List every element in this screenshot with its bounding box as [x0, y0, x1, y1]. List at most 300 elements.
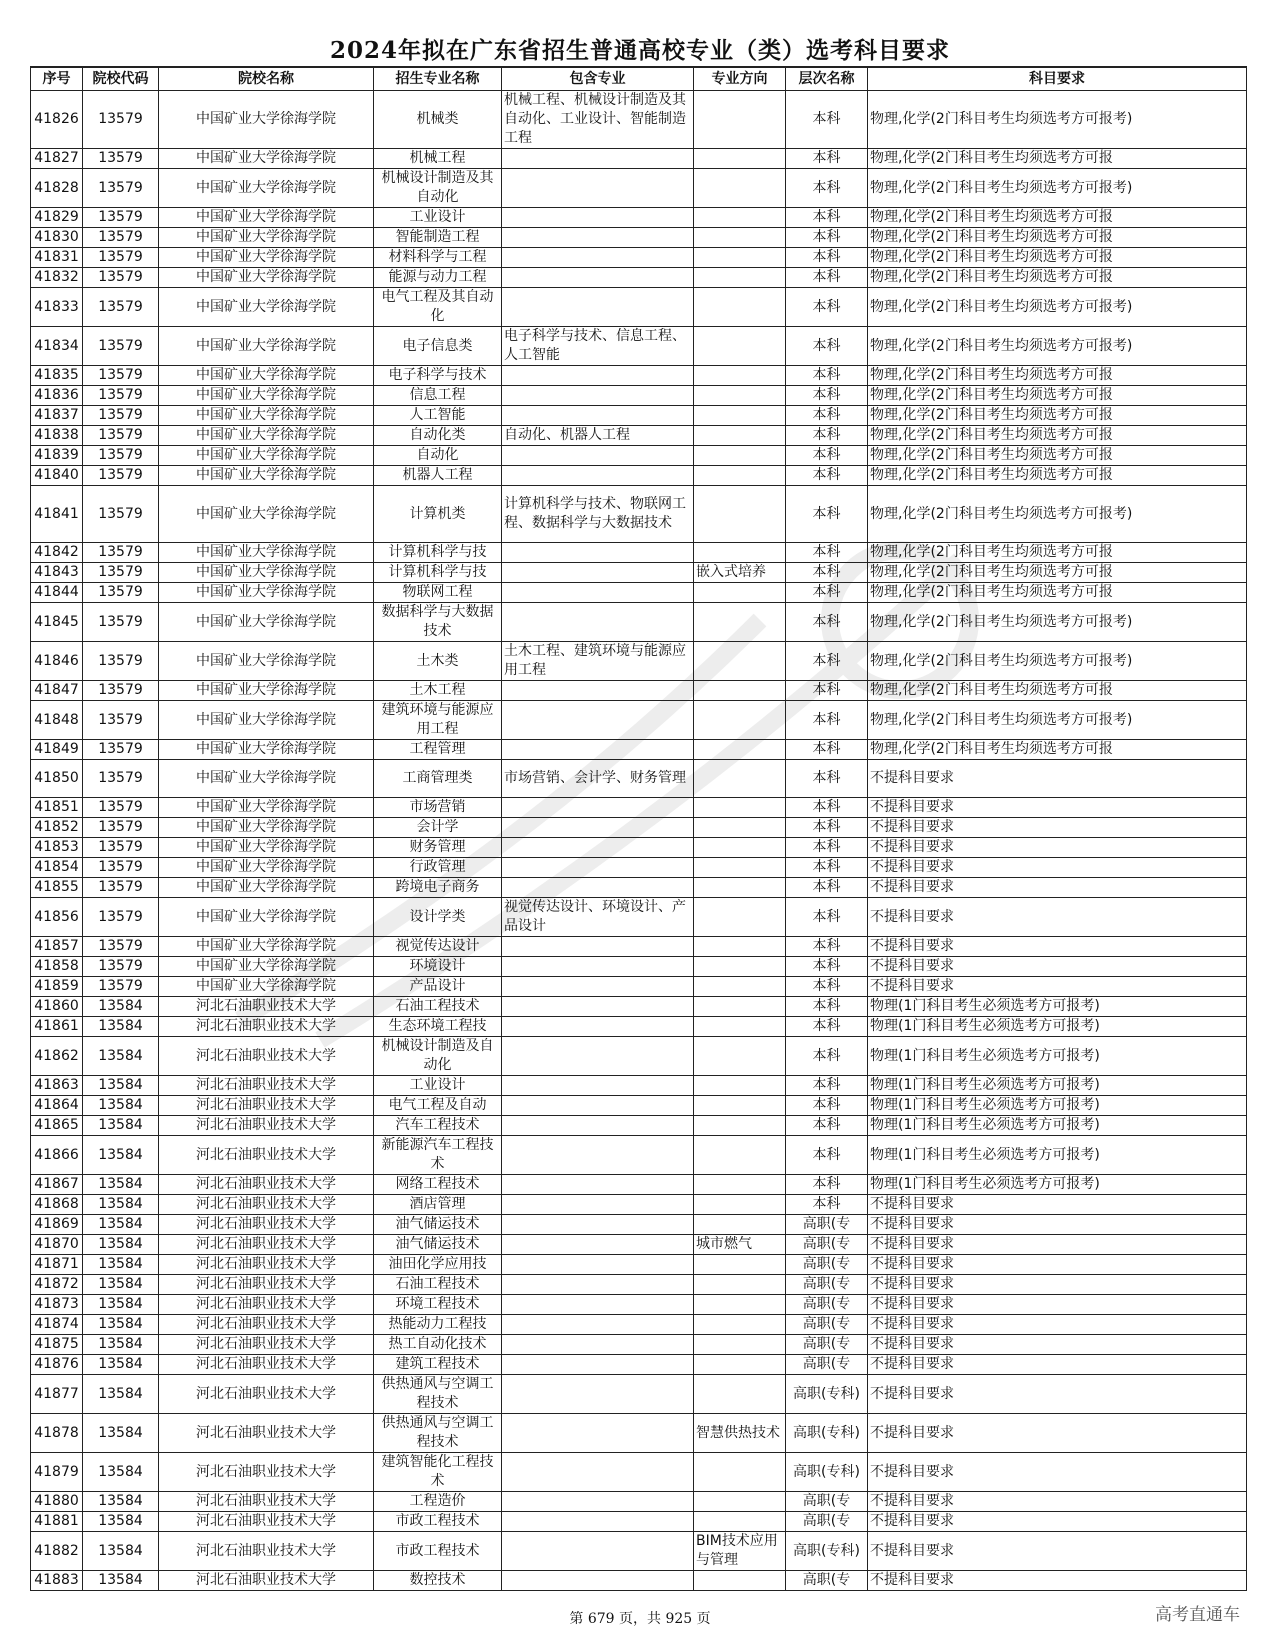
seq-cell: 41858	[31, 957, 83, 977]
school-name-cell: 中国矿业大学徐海学院	[159, 406, 374, 426]
seq-cell: 41883	[31, 1571, 83, 1591]
brand-watermark: 高考直通车	[1155, 1605, 1240, 1625]
major-name-cell: 土木工程	[374, 681, 502, 701]
direction-cell	[694, 957, 786, 977]
major-name-cell: 电气工程及自动	[374, 1096, 502, 1116]
included-majors-cell	[502, 740, 694, 760]
seq-cell: 41851	[31, 798, 83, 818]
included-majors-cell	[502, 1414, 694, 1453]
table-row	[31, 366, 1247, 386]
seq-cell: 41866	[31, 1136, 83, 1175]
included-majors-cell	[502, 149, 694, 169]
seq-cell: 41848	[31, 701, 83, 740]
header-cell: 包含专业	[502, 67, 694, 91]
major-name-cell: 建筑工程技术	[374, 1355, 502, 1375]
level-cell: 本科	[786, 1017, 868, 1037]
direction-cell	[694, 858, 786, 878]
level-cell: 本科	[786, 563, 868, 583]
direction-cell	[694, 1295, 786, 1315]
school-code-cell: 13584	[83, 1295, 159, 1315]
subject-req-cell: 物理,化学(2门科目考生均须选考方可报	[868, 149, 1247, 169]
school-code-cell: 13584	[83, 1275, 159, 1295]
level-cell: 本科	[786, 937, 868, 957]
subject-req-cell: 物理(1门科目考生必须选考方可报考)	[868, 1037, 1247, 1076]
table-row	[31, 898, 1247, 937]
major-name-cell: 土木类	[374, 642, 502, 681]
table-row	[31, 642, 1247, 681]
level-cell: 本科	[786, 798, 868, 818]
level-cell: 高职(专	[786, 1275, 868, 1295]
school-code-cell: 13579	[83, 208, 159, 228]
included-majors-cell: 计算机科学与技术、物联网工程、数据科学与大数据技术	[502, 486, 694, 543]
school-name-cell: 中国矿业大学徐海学院	[159, 169, 374, 208]
school-code-cell: 13584	[83, 1175, 159, 1195]
major-name-cell: 自动化类	[374, 426, 502, 446]
major-name-cell: 工商管理类	[374, 760, 502, 798]
table-row	[31, 1453, 1247, 1492]
table-header-row	[31, 67, 1247, 91]
table-row	[31, 1096, 1247, 1116]
school-name-cell: 河北石油职业技术大学	[159, 1116, 374, 1136]
school-name-cell: 河北石油职业技术大学	[159, 1532, 374, 1571]
subject-req-cell: 不提科目要求	[868, 1492, 1247, 1512]
included-majors-cell: 土木工程、建筑环境与能源应用工程	[502, 642, 694, 681]
school-name-cell: 中国矿业大学徐海学院	[159, 740, 374, 760]
subject-req-cell: 物理,化学(2门科目考生均须选考方可报考)	[868, 91, 1247, 149]
school-code-cell: 13579	[83, 957, 159, 977]
school-name-cell: 河北石油职业技术大学	[159, 1512, 374, 1532]
seq-cell: 41859	[31, 977, 83, 997]
major-name-cell: 信息工程	[374, 386, 502, 406]
direction-cell	[694, 169, 786, 208]
major-name-cell: 市政工程技术	[374, 1512, 502, 1532]
table-row	[31, 977, 1247, 997]
subject-req-cell: 物理,化学(2门科目考生均须选考方可报	[868, 543, 1247, 563]
seq-cell: 41865	[31, 1116, 83, 1136]
seq-cell: 41838	[31, 426, 83, 446]
direction-cell	[694, 288, 786, 327]
level-cell: 本科	[786, 681, 868, 701]
school-code-cell: 13579	[83, 681, 159, 701]
direction-cell	[694, 603, 786, 642]
school-code-cell: 13579	[83, 288, 159, 327]
seq-cell: 41847	[31, 681, 83, 701]
school-name-cell: 中国矿业大学徐海学院	[159, 208, 374, 228]
included-majors-cell	[502, 937, 694, 957]
subject-req-cell: 不提科目要求	[868, 1315, 1247, 1335]
major-name-cell: 电子科学与技术	[374, 366, 502, 386]
level-cell: 高职(专	[786, 1571, 868, 1591]
seq-cell: 41841	[31, 486, 83, 543]
seq-cell: 41871	[31, 1255, 83, 1275]
level-cell: 本科	[786, 543, 868, 563]
school-code-cell: 13579	[83, 426, 159, 446]
table-row	[31, 1175, 1247, 1195]
school-code-cell: 13579	[83, 858, 159, 878]
table-row	[31, 1315, 1247, 1335]
table-row	[31, 760, 1247, 798]
seq-cell: 41874	[31, 1315, 83, 1335]
subject-req-cell: 不提科目要求	[868, 977, 1247, 997]
subject-req-cell: 不提科目要求	[868, 798, 1247, 818]
seq-cell: 41835	[31, 366, 83, 386]
included-majors-cell	[502, 288, 694, 327]
subject-req-cell: 不提科目要求	[868, 1255, 1247, 1275]
seq-cell: 41833	[31, 288, 83, 327]
school-code-cell: 13584	[83, 1116, 159, 1136]
included-majors-cell	[502, 1295, 694, 1315]
included-majors-cell	[502, 858, 694, 878]
level-cell: 本科	[786, 583, 868, 603]
seq-cell: 41852	[31, 818, 83, 838]
school-name-cell: 河北石油职业技术大学	[159, 1136, 374, 1175]
level-cell: 本科	[786, 701, 868, 740]
school-name-cell: 中国矿业大学徐海学院	[159, 149, 374, 169]
school-code-cell: 13584	[83, 1037, 159, 1076]
school-name-cell: 中国矿业大学徐海学院	[159, 228, 374, 248]
school-code-cell: 13579	[83, 327, 159, 366]
school-code-cell: 13584	[83, 1532, 159, 1571]
table-row	[31, 1414, 1247, 1453]
school-code-cell: 13579	[83, 898, 159, 937]
level-cell: 本科	[786, 91, 868, 149]
level-cell: 本科	[786, 858, 868, 878]
page-title: 2024年拟在广东省招生普通高校专业（类）选考科目要求	[329, 37, 950, 64]
school-code-cell: 13584	[83, 1375, 159, 1414]
included-majors-cell	[502, 1571, 694, 1591]
major-name-cell: 计算机类	[374, 486, 502, 543]
major-name-cell: 新能源汽车工程技术	[374, 1136, 502, 1175]
school-name-cell: 中国矿业大学徐海学院	[159, 957, 374, 977]
school-code-cell: 13579	[83, 583, 159, 603]
direction-cell	[694, 406, 786, 426]
subject-req-cell: 不提科目要求	[868, 1375, 1247, 1414]
seq-cell: 41832	[31, 268, 83, 288]
included-majors-cell	[502, 1492, 694, 1512]
subject-req-cell: 物理,化学(2门科目考生均须选考方可报	[868, 681, 1247, 701]
seq-cell: 41861	[31, 1017, 83, 1037]
direction-cell	[694, 268, 786, 288]
school-code-cell: 13579	[83, 486, 159, 543]
direction-cell	[694, 248, 786, 268]
included-majors-cell	[502, 543, 694, 563]
included-majors-cell	[502, 1017, 694, 1037]
direction-cell	[694, 1195, 786, 1215]
seq-cell: 41843	[31, 563, 83, 583]
level-cell: 本科	[786, 603, 868, 642]
seq-cell: 41845	[31, 603, 83, 642]
major-name-cell: 市政工程技术	[374, 1532, 502, 1571]
school-code-cell: 13579	[83, 466, 159, 486]
direction-cell	[694, 760, 786, 798]
school-name-cell: 中国矿业大学徐海学院	[159, 248, 374, 268]
seq-cell: 41882	[31, 1532, 83, 1571]
subject-req-cell: 不提科目要求	[868, 760, 1247, 798]
subject-req-cell: 不提科目要求	[868, 898, 1247, 937]
seq-cell: 41828	[31, 169, 83, 208]
direction-cell	[694, 997, 786, 1017]
subject-req-cell: 不提科目要求	[868, 838, 1247, 858]
subject-req-cell: 物理,化学(2门科目考生均须选考方可报考)	[868, 169, 1247, 208]
seq-cell: 41849	[31, 740, 83, 760]
level-cell: 本科	[786, 386, 868, 406]
school-name-cell: 河北石油职业技术大学	[159, 1355, 374, 1375]
school-code-cell: 13579	[83, 386, 159, 406]
included-majors-cell	[502, 406, 694, 426]
included-majors-cell	[502, 1136, 694, 1175]
school-code-cell: 13584	[83, 1414, 159, 1453]
school-code-cell: 13584	[83, 1235, 159, 1255]
table-row	[31, 543, 1247, 563]
subject-req-cell: 物理(1门科目考生必须选考方可报考)	[868, 1116, 1247, 1136]
school-code-cell: 13584	[83, 1335, 159, 1355]
table-row	[31, 957, 1247, 977]
major-name-cell: 机械设计制造及自动化	[374, 1037, 502, 1076]
direction-cell	[694, 208, 786, 228]
included-majors-cell	[502, 208, 694, 228]
major-name-cell: 机械设计制造及其自动化	[374, 169, 502, 208]
subject-req-cell: 不提科目要求	[868, 1215, 1247, 1235]
school-name-cell: 河北石油职业技术大学	[159, 1215, 374, 1235]
school-code-cell: 13579	[83, 838, 159, 858]
school-name-cell: 中国矿业大学徐海学院	[159, 701, 374, 740]
subject-req-cell: 物理,化学(2门科目考生均须选考方可报考)	[868, 701, 1247, 740]
direction-cell	[694, 1571, 786, 1591]
table-row	[31, 149, 1247, 169]
seq-cell: 41863	[31, 1076, 83, 1096]
school-name-cell: 河北石油职业技术大学	[159, 1195, 374, 1215]
table-row	[31, 169, 1247, 208]
direction-cell	[694, 446, 786, 466]
included-majors-cell	[502, 977, 694, 997]
seq-cell: 41867	[31, 1175, 83, 1195]
direction-cell	[694, 1492, 786, 1512]
direction-cell: 智慧供热技术	[694, 1414, 786, 1453]
school-name-cell: 河北石油职业技术大学	[159, 1492, 374, 1512]
subject-req-cell: 不提科目要求	[868, 1235, 1247, 1255]
school-code-cell: 13584	[83, 1571, 159, 1591]
school-name-cell: 中国矿业大学徐海学院	[159, 466, 374, 486]
included-majors-cell	[502, 1215, 694, 1235]
subject-req-cell: 不提科目要求	[868, 858, 1247, 878]
included-majors-cell	[502, 1275, 694, 1295]
level-cell: 高职(专	[786, 1335, 868, 1355]
major-name-cell: 产品设计	[374, 977, 502, 997]
direction-cell	[694, 543, 786, 563]
seq-cell: 41827	[31, 149, 83, 169]
subject-req-cell: 物理,化学(2门科目考生均须选考方可报	[868, 446, 1247, 466]
subject-req-cell: 物理(1门科目考生必须选考方可报考)	[868, 1096, 1247, 1116]
level-cell: 本科	[786, 228, 868, 248]
seq-cell: 41869	[31, 1215, 83, 1235]
subject-req-cell: 物理,化学(2门科目考生均须选考方可报	[868, 268, 1247, 288]
table-row	[31, 1532, 1247, 1571]
level-cell: 本科	[786, 1076, 868, 1096]
included-majors-cell	[502, 1255, 694, 1275]
level-cell: 本科	[786, 426, 868, 446]
level-cell: 本科	[786, 248, 868, 268]
header-cell: 专业方向	[694, 67, 786, 91]
school-code-cell: 13579	[83, 977, 159, 997]
direction-cell	[694, 1076, 786, 1096]
included-majors-cell	[502, 1375, 694, 1414]
level-cell: 本科	[786, 1175, 868, 1195]
subject-req-cell: 物理,化学(2门科目考生均须选考方可报	[868, 740, 1247, 760]
subject-req-cell: 物理,化学(2门科目考生均须选考方可报	[868, 583, 1247, 603]
table-row	[31, 1375, 1247, 1414]
subject-req-cell: 物理,化学(2门科目考生均须选考方可报	[868, 248, 1247, 268]
major-name-cell: 工业设计	[374, 208, 502, 228]
major-name-cell: 智能制造工程	[374, 228, 502, 248]
table-row	[31, 1195, 1247, 1215]
table-row	[31, 603, 1247, 642]
school-code-cell: 13579	[83, 169, 159, 208]
school-name-cell: 中国矿业大学徐海学院	[159, 268, 374, 288]
major-name-cell: 电气工程及其自动化	[374, 288, 502, 327]
direction-cell	[694, 1136, 786, 1175]
level-cell: 本科	[786, 208, 868, 228]
level-cell: 高职(专	[786, 1235, 868, 1255]
school-name-cell: 中国矿业大学徐海学院	[159, 327, 374, 366]
major-name-cell: 人工智能	[374, 406, 502, 426]
school-name-cell: 中国矿业大学徐海学院	[159, 603, 374, 642]
school-code-cell: 13584	[83, 1017, 159, 1037]
direction-cell	[694, 898, 786, 937]
major-name-cell: 市场营销	[374, 798, 502, 818]
seq-cell: 41879	[31, 1453, 83, 1492]
included-majors-cell	[502, 838, 694, 858]
school-code-cell: 13584	[83, 1215, 159, 1235]
seq-cell: 41876	[31, 1355, 83, 1375]
header-cell: 招生专业名称	[374, 67, 502, 91]
school-code-cell: 13579	[83, 91, 159, 149]
seq-cell: 41868	[31, 1195, 83, 1215]
school-code-cell: 13579	[83, 149, 159, 169]
seq-cell: 41878	[31, 1414, 83, 1453]
school-code-cell: 13584	[83, 1492, 159, 1512]
table-row	[31, 878, 1247, 898]
seq-cell: 41880	[31, 1492, 83, 1512]
direction-cell	[694, 91, 786, 149]
direction-cell	[694, 701, 786, 740]
table-row	[31, 1017, 1247, 1037]
table-row	[31, 386, 1247, 406]
included-majors-cell	[502, 957, 694, 977]
school-code-cell: 13579	[83, 818, 159, 838]
subject-req-cell: 物理,化学(2门科目考生均须选考方可报考)	[868, 603, 1247, 642]
included-majors-cell	[502, 583, 694, 603]
level-cell: 本科	[786, 149, 868, 169]
school-code-cell: 13579	[83, 406, 159, 426]
seq-cell: 41870	[31, 1235, 83, 1255]
subject-req-cell: 不提科目要求	[868, 1571, 1247, 1591]
included-majors-cell	[502, 603, 694, 642]
major-name-cell: 油气储运技术	[374, 1215, 502, 1235]
seq-cell: 41831	[31, 248, 83, 268]
school-name-cell: 河北石油职业技术大学	[159, 1571, 374, 1591]
table-row	[31, 1255, 1247, 1275]
included-majors-cell	[502, 1096, 694, 1116]
table-row	[31, 268, 1247, 288]
subject-req-cell: 物理(1门科目考生必须选考方可报考)	[868, 1175, 1247, 1195]
header-cell: 院校名称	[159, 67, 374, 91]
table-row	[31, 583, 1247, 603]
major-name-cell: 视觉传达设计	[374, 937, 502, 957]
included-majors-cell	[502, 1532, 694, 1571]
direction-cell	[694, 740, 786, 760]
page-footer: 第 679 页，共 925 页	[569, 1611, 711, 1627]
subject-req-cell: 物理,化学(2门科目考生均须选考方可报	[868, 406, 1247, 426]
direction-cell	[694, 838, 786, 858]
included-majors-cell	[502, 563, 694, 583]
subject-req-cell: 不提科目要求	[868, 937, 1247, 957]
subject-req-cell: 物理,化学(2门科目考生均须选考方可报	[868, 366, 1247, 386]
school-code-cell: 13579	[83, 937, 159, 957]
direction-cell	[694, 1255, 786, 1275]
table-row	[31, 1275, 1247, 1295]
major-name-cell: 环境设计	[374, 957, 502, 977]
seq-cell: 41829	[31, 208, 83, 228]
level-cell: 本科	[786, 760, 868, 798]
included-majors-cell	[502, 366, 694, 386]
subject-req-cell: 不提科目要求	[868, 957, 1247, 977]
level-cell: 本科	[786, 957, 868, 977]
direction-cell	[694, 386, 786, 406]
seq-cell: 41840	[31, 466, 83, 486]
direction-cell	[694, 228, 786, 248]
seq-cell: 41837	[31, 406, 83, 426]
school-name-cell: 河北石油职业技术大学	[159, 1453, 374, 1492]
table-row	[31, 1116, 1247, 1136]
seq-cell: 41836	[31, 386, 83, 406]
major-name-cell: 石油工程技术	[374, 1275, 502, 1295]
school-code-cell: 13584	[83, 1453, 159, 1492]
seq-cell: 41877	[31, 1375, 83, 1414]
table-row	[31, 1037, 1247, 1076]
direction-cell	[694, 1275, 786, 1295]
subject-req-cell: 物理(1门科目考生必须选考方可报考)	[868, 997, 1247, 1017]
seq-cell: 41881	[31, 1512, 83, 1532]
direction-cell: BIM技术应用与管理	[694, 1532, 786, 1571]
level-cell: 本科	[786, 466, 868, 486]
table-row	[31, 1355, 1247, 1375]
seq-cell: 41826	[31, 91, 83, 149]
direction-cell	[694, 1355, 786, 1375]
subject-req-cell: 物理(1门科目考生必须选考方可报考)	[868, 1076, 1247, 1096]
school-code-cell: 13579	[83, 543, 159, 563]
direction-cell	[694, 1175, 786, 1195]
direction-cell	[694, 149, 786, 169]
subject-req-cell: 物理,化学(2门科目考生均须选考方可报考)	[868, 327, 1247, 366]
school-name-cell: 中国矿业大学徐海学院	[159, 426, 374, 446]
included-majors-cell	[502, 798, 694, 818]
seq-cell: 41860	[31, 997, 83, 1017]
table-row	[31, 406, 1247, 426]
direction-cell	[694, 937, 786, 957]
level-cell: 本科	[786, 740, 868, 760]
table-row	[31, 228, 1247, 248]
seq-cell: 41844	[31, 583, 83, 603]
major-name-cell: 供热通风与空调工程技术	[374, 1414, 502, 1453]
major-name-cell: 物联网工程	[374, 583, 502, 603]
seq-cell: 41839	[31, 446, 83, 466]
subject-req-cell: 不提科目要求	[868, 1512, 1247, 1532]
direction-cell	[694, 798, 786, 818]
table-row	[31, 446, 1247, 466]
major-name-cell: 工业设计	[374, 1076, 502, 1096]
included-majors-cell	[502, 878, 694, 898]
seq-cell: 41842	[31, 543, 83, 563]
